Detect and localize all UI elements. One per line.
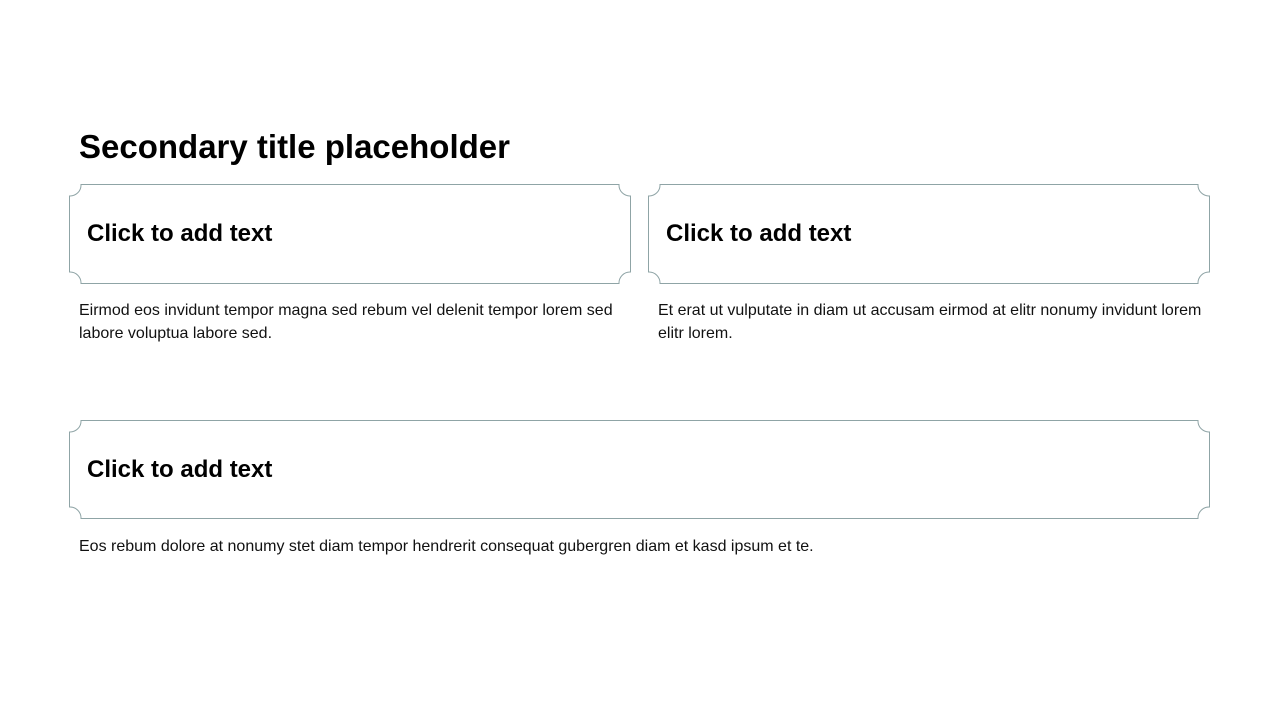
text-placeholder-box-3[interactable] bbox=[69, 420, 1210, 519]
slide-title[interactable]: Secondary title placeholder bbox=[79, 128, 510, 165]
box-description-3[interactable]: Eos rebum dolore at nonumy stet diam tempor hendrerit consequat gubergren diam et kasd ipsum et te. bbox=[79, 538, 814, 555]
text-placeholder-box-2[interactable] bbox=[648, 184, 1210, 284]
box-heading-1: Click to add text bbox=[87, 220, 273, 247]
box-heading-2: Click to add text bbox=[666, 220, 852, 247]
box-heading-3: Click to add text bbox=[87, 455, 273, 483]
text-placeholder-box-1[interactable] bbox=[69, 184, 631, 284]
box-description-1[interactable]: Eirmod eos invidunt tempor magna sed rebum vel delenit tempor lorem sed labore voluptua labore sed. bbox=[79, 302, 613, 342]
box-description-2[interactable]: Et erat ut vulputate in diam ut accusam eirmod at elitr nonumy invidunt lorem elitr lorem. bbox=[658, 302, 1202, 342]
